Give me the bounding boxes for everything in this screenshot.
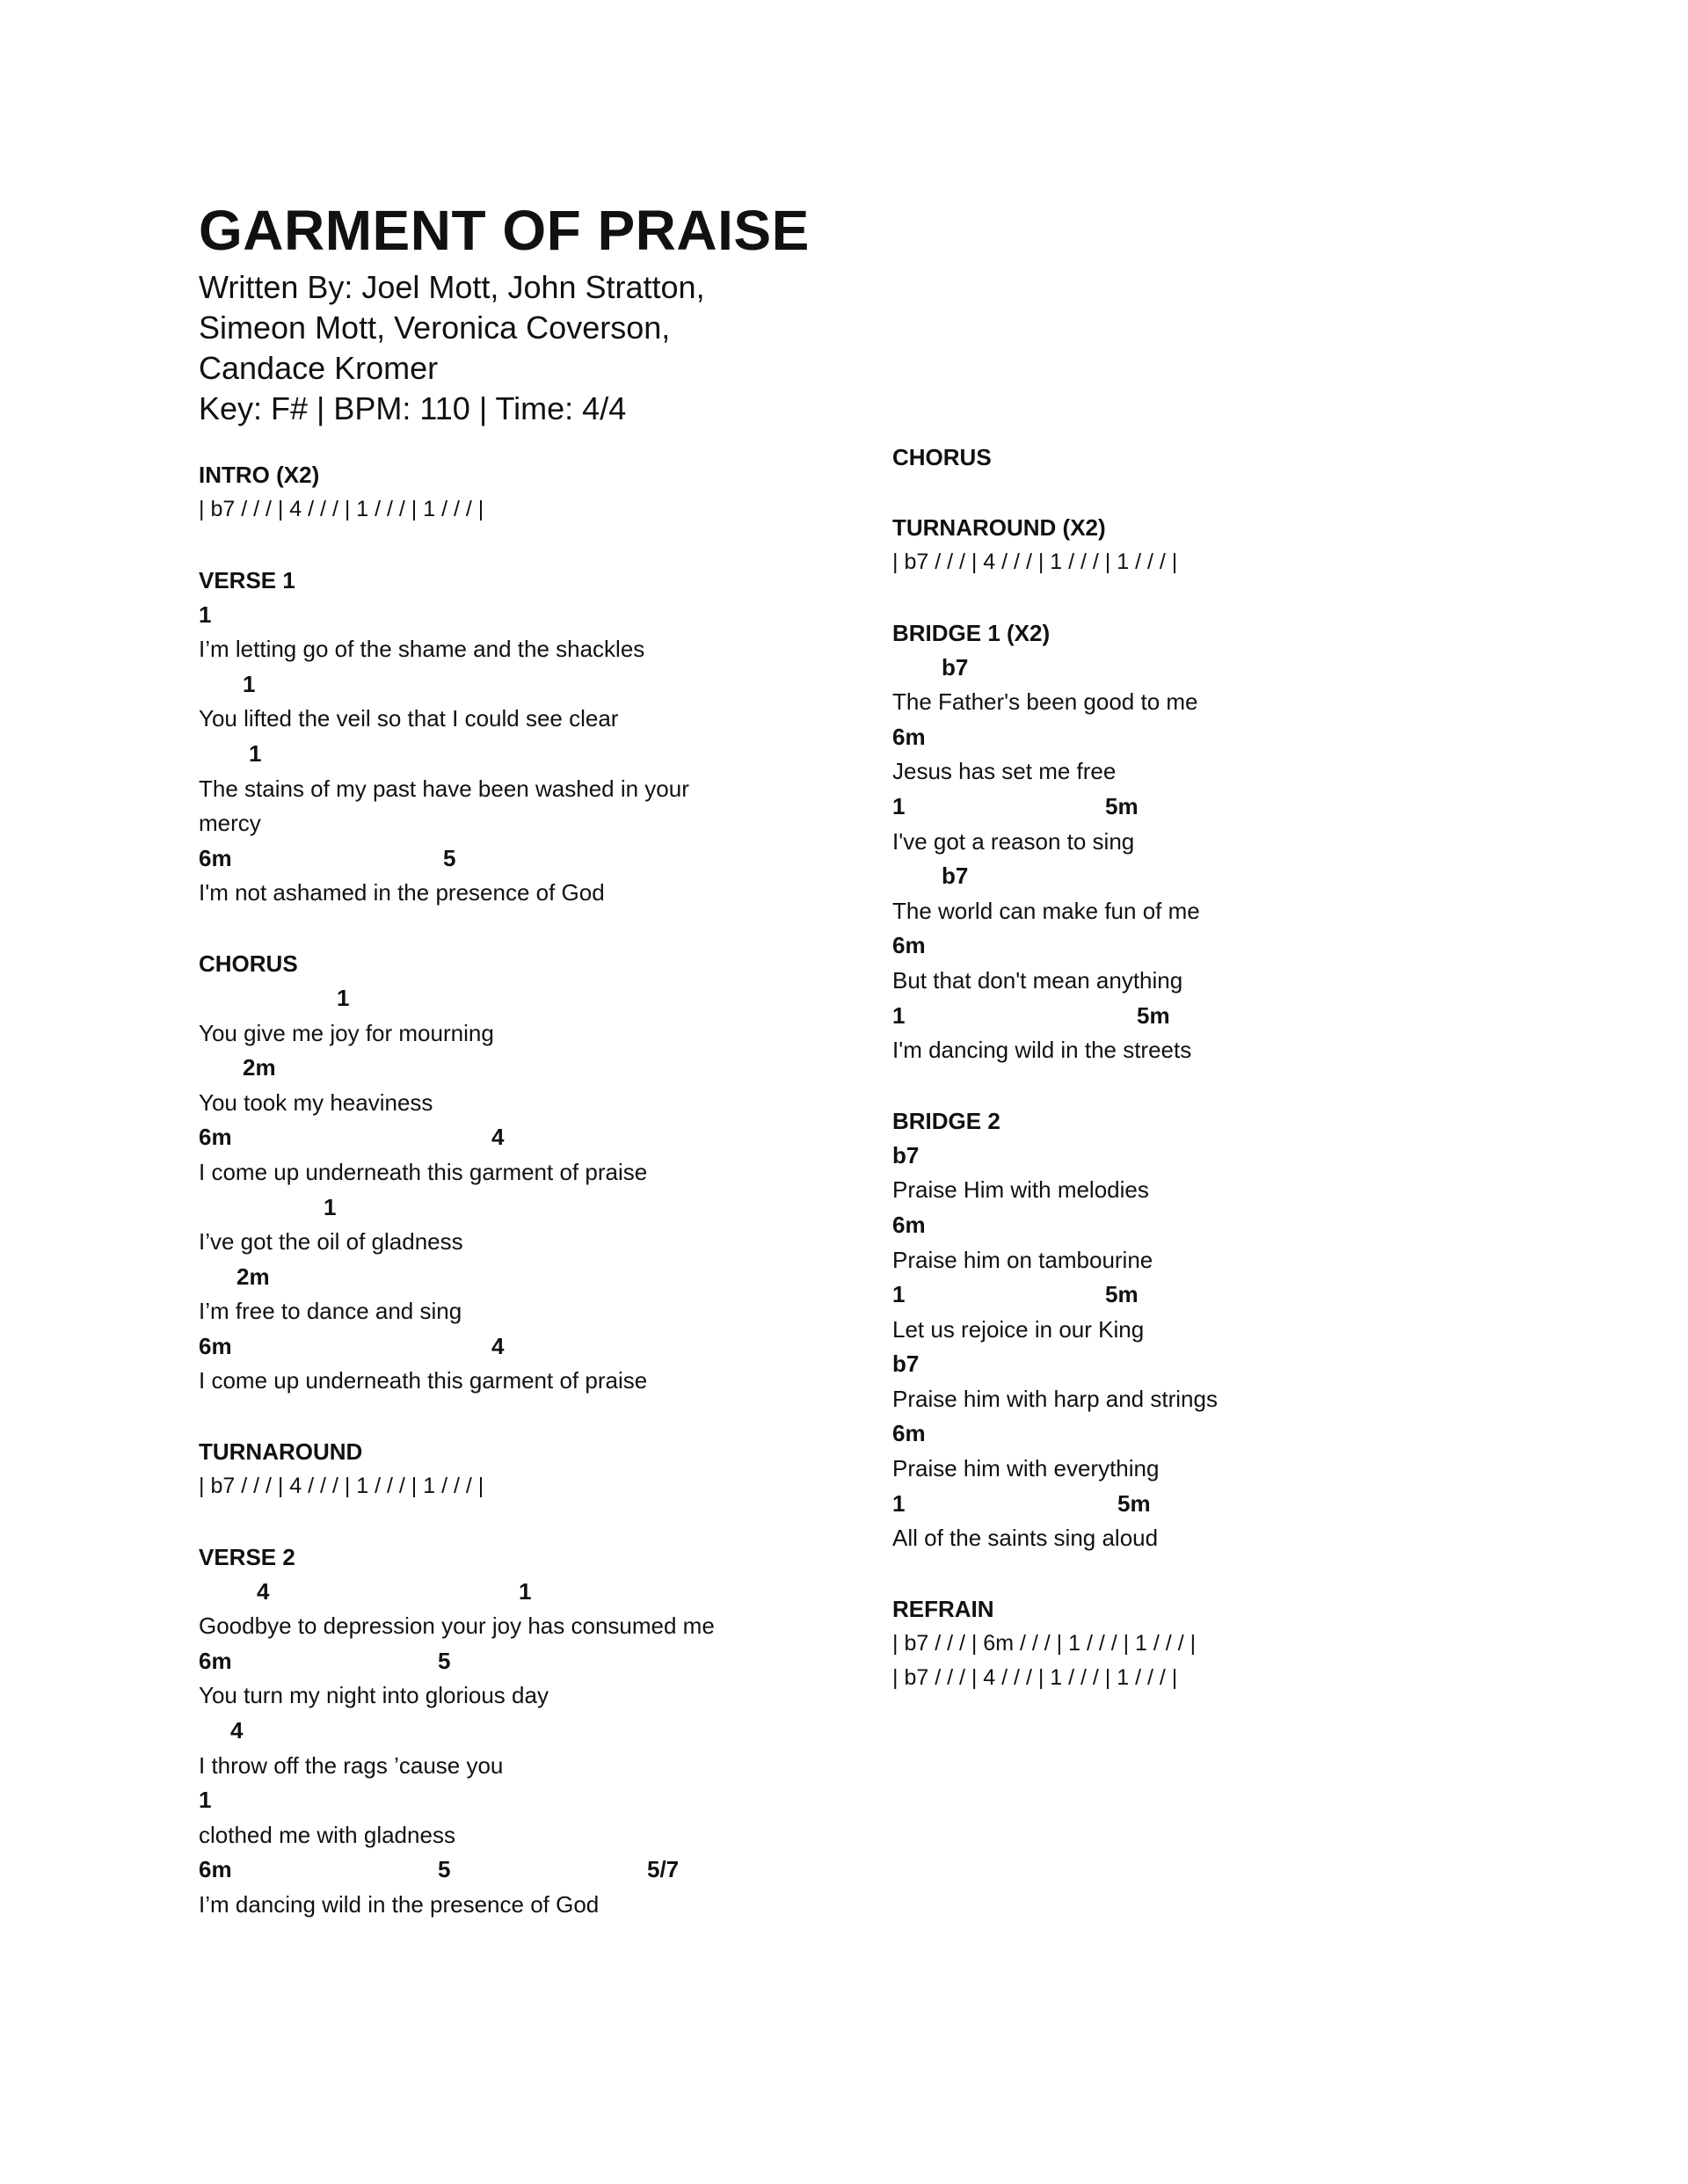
chord: 2m	[236, 1263, 270, 1290]
section-bridge-1	[892, 615, 1218, 1068]
lyric-line: Praise him with everything	[892, 1455, 1160, 1482]
song-meta	[199, 267, 705, 429]
chord: 6m	[892, 1420, 926, 1447]
chord: b7	[892, 1350, 920, 1378]
chord: 1	[199, 1787, 212, 1814]
chord: 1	[199, 601, 212, 628]
lyric-line: Let us rejoice in our King	[892, 1315, 1145, 1343]
section-chorus-repeat	[892, 440, 1218, 475]
chord: 1	[892, 792, 906, 819]
chord-line	[199, 1329, 715, 1365]
chord-line	[892, 1139, 1218, 1174]
lyric-line: I come up underneath this garment of praise	[199, 1158, 648, 1185]
bar-line: | b7 / / / | 4 / / / | 1 / / / | 1 / / / |	[199, 1474, 484, 1499]
chord-line	[199, 981, 715, 1016]
lyric-line: I’m dancing wild in the presence of God	[199, 1891, 600, 1918]
chord: 6m	[199, 1647, 232, 1674]
chord: 6m	[892, 1211, 926, 1238]
bar-line: | b7 / / / | 4 / / / | 1 / / / | 1 / / / |	[199, 497, 484, 521]
chord: 5m	[1105, 1281, 1139, 1308]
chord: 5m	[1137, 1001, 1170, 1029]
chord: 4	[230, 1717, 244, 1744]
lyric-line: Goodbye to depression your joy has consumed me	[199, 1613, 715, 1640]
section-verse-2	[199, 1540, 715, 1923]
writers-line-2: Simeon Mott, Veronica Coverson,	[199, 309, 671, 346]
lyric-line: The world can make fun of me	[892, 897, 1200, 924]
chord-line	[892, 790, 1218, 825]
lyric-line: clothed me with gladness	[199, 1821, 455, 1848]
chord: 5/7	[647, 1856, 680, 1883]
chord: b7	[892, 1141, 920, 1168]
chord-line	[199, 737, 715, 772]
bar-line: | b7 / / / | 4 / / / | 1 / / / | 1 / / / |	[892, 1665, 1178, 1691]
lyric-line: But that don't mean anything	[892, 966, 1183, 994]
section-title: BRIDGE 2	[892, 1107, 1000, 1134]
lyric-line: You took my heaviness	[199, 1088, 433, 1116]
chord-line	[199, 1714, 715, 1749]
chord: 5	[438, 1647, 451, 1674]
lyric-line: The stains of my past have been washed in your	[199, 775, 689, 802]
chord: 6m	[199, 844, 232, 871]
section-bridge-2	[892, 1103, 1218, 1556]
writers-line-1: Written By: Joel Mott, John Stratton,	[199, 269, 705, 305]
lyric-line: Praise Him with melodies	[892, 1176, 1149, 1204]
chord-line	[892, 651, 1218, 686]
chord: 1	[249, 739, 262, 767]
lyric-line: The Father's been good to me	[892, 688, 1198, 716]
writers-line-3: Candace Kromer	[199, 350, 439, 386]
section-title: VERSE 1	[199, 566, 295, 593]
section-title: REFRAIN	[892, 1595, 994, 1622]
section-title: VERSE 2	[199, 1543, 295, 1570]
chord: 5m	[1105, 792, 1139, 819]
chord: 1	[519, 1577, 532, 1605]
chord: 5	[443, 844, 456, 871]
lyric-line: Praise him with harp and strings	[892, 1385, 1218, 1412]
chord-line	[892, 1416, 1218, 1452]
lyric-line: I've got a reason to sing	[892, 827, 1135, 855]
chord-line	[892, 1347, 1218, 1382]
chord: 6m	[199, 1332, 232, 1359]
chord-line	[199, 841, 715, 877]
chord: 1	[324, 1193, 337, 1220]
chord: 4	[257, 1577, 270, 1605]
lyric-line: Jesus has set me free	[892, 758, 1117, 785]
chord: 5	[438, 1856, 451, 1883]
section-turnaround-x2	[892, 510, 1218, 580]
lyric-line: You lifted the veil so that I could see clear	[199, 705, 619, 732]
chord-line	[892, 1487, 1218, 1522]
chord-line	[199, 1051, 715, 1086]
lyric-line: You give me joy for mourning	[199, 1019, 494, 1046]
chord-line	[892, 859, 1218, 894]
chord: 1	[892, 1001, 906, 1029]
chord-line	[892, 1208, 1218, 1243]
chord-line	[199, 598, 715, 633]
section-intro	[199, 457, 715, 528]
chord-line	[892, 928, 1218, 964]
song-title: GARMENT OF PRAISE	[199, 199, 810, 262]
section-chorus	[199, 946, 715, 1399]
section-verse-1	[199, 563, 715, 911]
chord: 4	[491, 1124, 505, 1151]
chord: 1	[892, 1281, 906, 1308]
section-title: TURNAROUND	[199, 1438, 363, 1466]
bar-line: | b7 / / / | 6m / / / | 1 / / / | 1 / / / |	[892, 1630, 1197, 1656]
chord-line	[199, 1575, 715, 1610]
chord-line	[199, 1783, 715, 1818]
lyric-line: All of the saints sing aloud	[892, 1525, 1159, 1552]
chord: b7	[942, 863, 969, 890]
key-bpm-time: Key: F# | BPM: 110 | Time: 4/4	[199, 390, 627, 426]
section-title: TURNAROUND (X2)	[892, 514, 1106, 541]
chord-line	[199, 1644, 715, 1679]
chord: 6m	[199, 1856, 232, 1883]
section-title: INTRO (X2)	[199, 462, 320, 488]
lyric-line: I throw off the rags ’cause you	[199, 1751, 504, 1779]
chord-line	[892, 720, 1218, 755]
section-title: CHORUS	[199, 950, 298, 977]
right-column	[892, 440, 1218, 1731]
section-title: BRIDGE 1 (X2)	[892, 619, 1051, 646]
chord-line	[892, 999, 1218, 1034]
section-refrain	[892, 1591, 1218, 1696]
chord-line	[199, 1190, 715, 1226]
lyric-line: I’m letting go of the shame and the shackles	[199, 636, 645, 663]
chord: 6m	[199, 1124, 232, 1151]
lyric-line: mercy	[199, 810, 261, 837]
chord: 1	[337, 984, 350, 1011]
chord-line	[199, 1260, 715, 1295]
lyric-line: Praise him on tambourine	[892, 1246, 1153, 1273]
chord: b7	[942, 653, 969, 681]
bar-line: | b7 / / / | 4 / / / | 1 / / / | 1 / / / |	[892, 550, 1178, 574]
lyric-line: I'm not ashamed in the presence of God	[199, 879, 605, 906]
chord: 6m	[892, 932, 926, 959]
chord-line	[199, 1853, 715, 1888]
lyric-line: I’m free to dance and sing	[199, 1298, 462, 1325]
section-turnaround	[199, 1434, 715, 1504]
lyric-line: I'm dancing wild in the streets	[892, 1037, 1192, 1064]
chord-line	[892, 1278, 1218, 1313]
chord: 2m	[243, 1054, 276, 1081]
section-title: CHORUS	[892, 444, 992, 470]
lyric-line: You turn my night into glorious day	[199, 1682, 549, 1709]
chord: 1	[892, 1489, 906, 1517]
chord: 4	[491, 1332, 505, 1359]
chord-line	[199, 667, 715, 703]
chord: 1	[243, 670, 256, 697]
chord: 5m	[1117, 1489, 1151, 1517]
chord: 6m	[892, 723, 926, 750]
lyric-line: I come up underneath this garment of praise	[199, 1367, 648, 1394]
chord-line	[199, 1120, 715, 1155]
left-column	[199, 457, 715, 1958]
lyric-line: I’ve got the oil of gladness	[199, 1228, 463, 1256]
